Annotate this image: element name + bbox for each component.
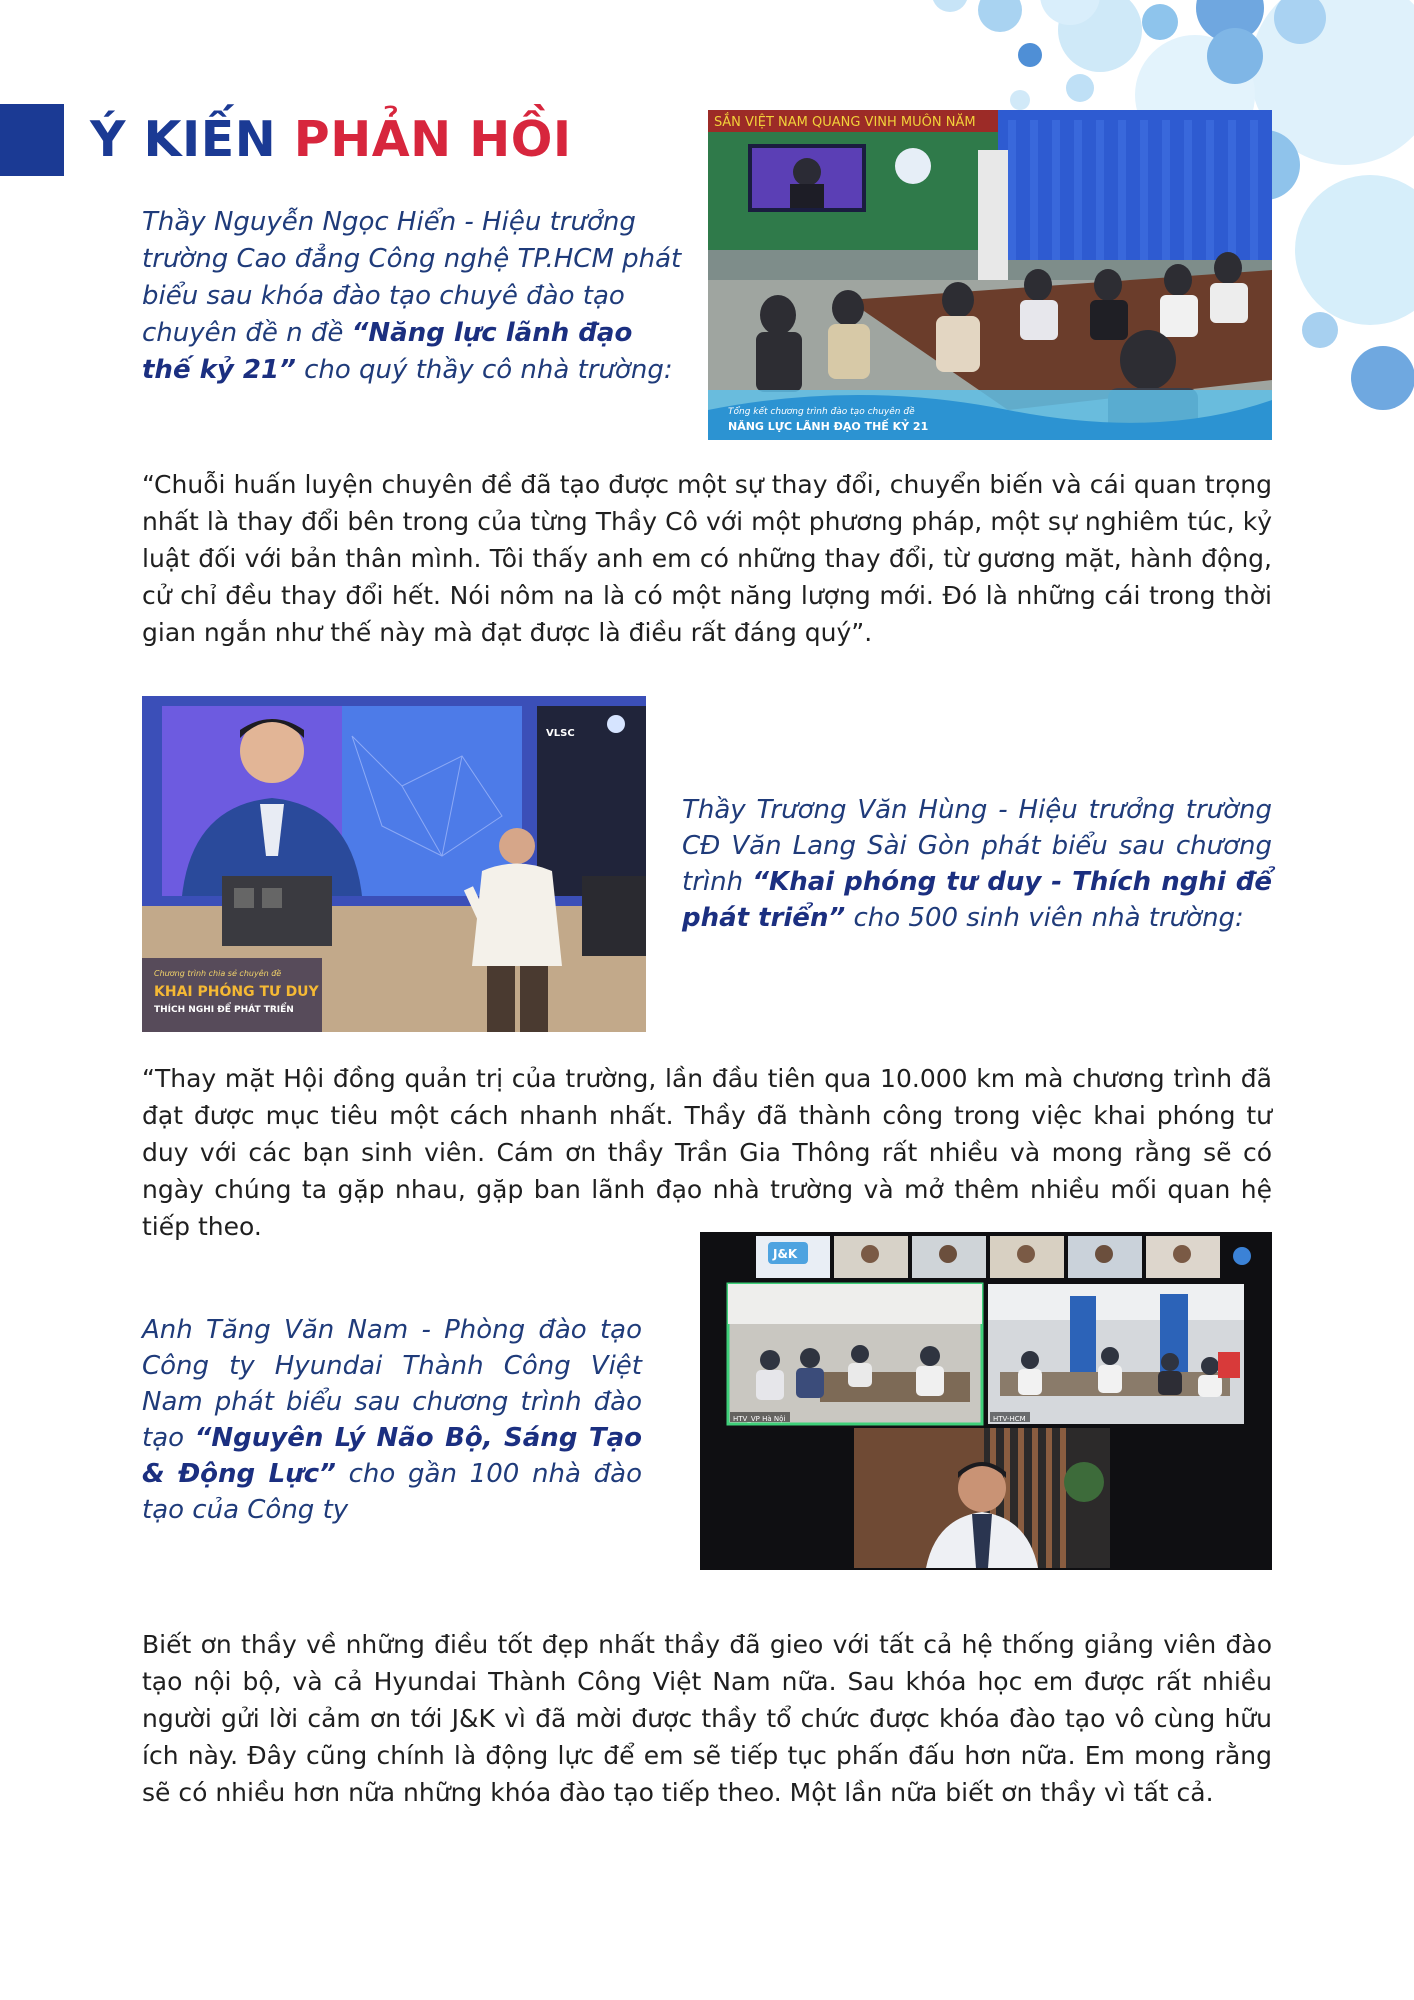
page-title: [90, 106, 572, 174]
tile-label-1: HTV_VP Hà Nội: [733, 1415, 786, 1423]
photo-stage-speaker: [142, 696, 646, 1032]
caption-lead: Thầy Nguyễn Ngọc Hiển - Hiệu trưởng trường Cao đẳng Công nghệ TP.HCM phát biểu sau khóa đào tạo chuyê đào tạo chuyên đề n đề: [142, 207, 682, 348]
testimonial-3-quote: Biết ơn thầy về những điều tốt đẹp nhất thầy đã gieo với tất cả hệ thống giảng viên đào tạo nội bộ, và cả Hyundai Thành Công Việt Nam nữa. Sau khóa học em được rất nhiều người gửi lời cảm ơn tới J&K vì đã mời được thầy tổ chức được khóa đào tạo vô cùng hữu ích này. Đây cũng chính là động lực để em sẽ tiếp tục phấn đấu hơn nữa. Em mong rằng sẽ có nhiều hơn nữa những khóa đào tạo tiếp theo. Một lần nữa biết ơn thầy vì tất cả.: [142, 1630, 1272, 1807]
caption-tail: cho gần 100 nhà đào tạo của Công ty: [142, 1459, 642, 1525]
overlay-sub-text-2: THÍCH NGHI ĐỂ PHÁT TRIỂN: [154, 1005, 294, 1015]
caption-tail: cho 500 sinh viên nhà trường:: [845, 903, 1244, 933]
tile-label-2: HTV-HCM: [993, 1415, 1026, 1423]
title-part-red: PHẢN HỒI: [293, 111, 572, 168]
title-part-blue: Ý KIẾN: [90, 111, 277, 168]
testimonial-1-quote: “Chuỗi huấn luyện chuyên đề đã tạo được một sự thay đổi, chuyển biến và cái quan trọng nhất là thay đổi bên trong của từng Thầy Cô với một phương pháp, một sự nghiêm túc, kỷ luật đối với bản thân mình. Tôi thấy anh em có những thay đổi, từ gương mặt, hành động, cử chỉ đều thay đổi hết. Nói nôm na là có một năng lượng mới. Đó là những cái trong thời gian ngắn như thế này mà đạt được là điều rất đáng quý”.: [142, 470, 1272, 647]
caption-lead: Anh Tăng Văn Nam - Phòng đào tạo Công ty Hyundai Thành Công Việt Nam phát biểu sau chương trình đào tạo: [142, 1315, 642, 1453]
program-name: “Năng lực lãnh đạo thế kỷ 21”: [142, 318, 633, 385]
caption-lead: Thầy Trương Văn Hùng - Hiệu trưởng trường CĐ Văn Lang Sài Gòn phát biểu sau chương trình: [682, 795, 1272, 897]
overlay-program-text: NĂNG LỰC LÃNH ĐẠO THẾ KỶ 21: [728, 420, 929, 433]
photo-conference-room: [708, 110, 1272, 440]
overlay-program-text-2: KHAI PHÓNG TƯ DUY: [154, 984, 319, 1000]
photo-video-call: [700, 1232, 1272, 1570]
testimonial-2-quote: “Thay mặt Hội đồng quản trị của trường, lần đầu tiên qua 10.000 km mà chương trình đã đạt được mục tiêu một cách nhanh nhất. Thầy đã thành công trong việc khai phóng tư duy với các bạn sinh viên. Cám ơn thầy Trần Gia Thông rất nhiều và mong rằng sẽ có ngày chúng ta gặp nhau, gặp ban lãnh đạo nhà trường và mở thêm nhiều mối quan hệ tiếp theo.: [142, 1064, 1272, 1241]
title-accent-bar: [0, 104, 64, 176]
logo-text: VLSC: [546, 728, 575, 739]
program-name: “Nguyên Lý Não Bộ, Sáng Tạo & Động Lực”: [142, 1423, 642, 1489]
testimonial-2-caption: [682, 792, 1272, 936]
program-name: “Khai phóng tư duy - Thích nghi để phát triển”: [682, 867, 1272, 933]
jk-logo-text: J&K: [773, 1247, 798, 1261]
overlay-small-text-2: Chương trình chia sẻ chuyên đề: [154, 969, 282, 978]
caption-tail: cho quý thầy cô nhà trường:: [295, 355, 673, 385]
testimonial-3-caption: [142, 1312, 642, 1528]
banner-text: SẮN VIỆT NAM QUANG VINH MUÔN NĂM: [714, 115, 976, 130]
overlay-small-text: Tổng kết chương trình đào tạo chuyên đề: [728, 407, 915, 417]
testimonial-1-caption: [142, 204, 682, 389]
